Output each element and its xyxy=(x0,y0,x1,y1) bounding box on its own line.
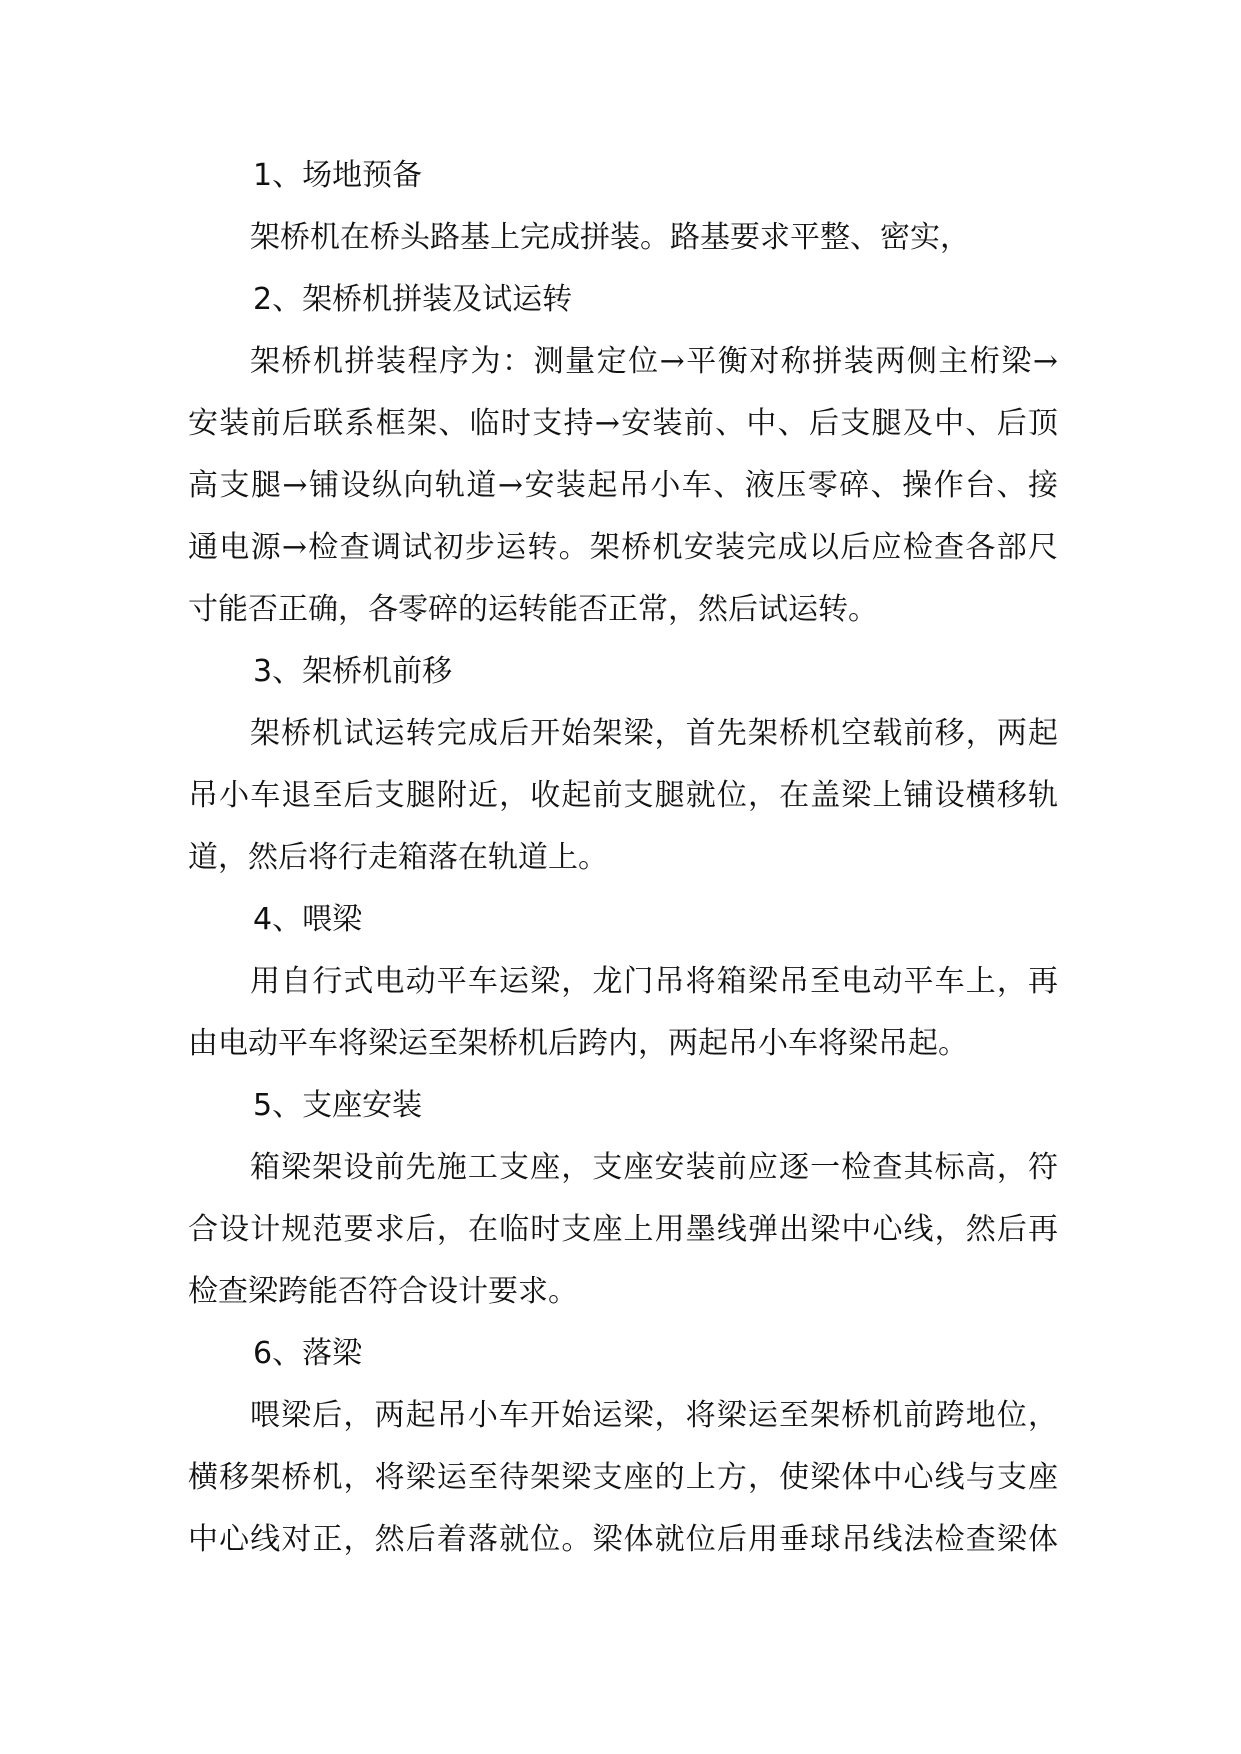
paragraph-line: 横移架桥机，将梁运至待架梁支座的上方，使梁体中心线与支座 xyxy=(188,1460,1058,1495)
paragraph-line: 检查梁跨能否符合设计要求。 xyxy=(188,1274,578,1309)
section-heading: 5、支座安装 xyxy=(253,1088,423,1123)
paragraph-line: 寸能否正确，各零碎的运转能否正常，然后试运转。 xyxy=(188,592,878,627)
section-heading: 1、场地预备 xyxy=(253,158,423,193)
paragraph-line: 安装前后联系框架、临时支持→安装前、中、后支腿及中、后顶 xyxy=(188,406,1058,441)
section-heading: 4、喂梁 xyxy=(253,902,363,937)
section-heading: 3、架桥机前移 xyxy=(253,654,453,689)
paragraph-line: 通电源→检查调试初步运转。架桥机安装完成以后应检查各部尺 xyxy=(188,530,1058,565)
paragraph-line: 由电动平车将梁运至架桥机后跨内，两起吊小车将梁吊起。 xyxy=(188,1026,968,1061)
paragraph-line: 中心线对正，然后着落就位。梁体就位后用垂球吊线法检查梁体 xyxy=(188,1522,1058,1557)
paragraph-line: 箱梁架设前先施工支座，支座安装前应逐一检查其标高，符 xyxy=(250,1150,1058,1185)
paragraph-line: 用自行式电动平车运梁，龙门吊将箱梁吊至电动平车上，再 xyxy=(250,964,1058,999)
paragraph-line: 高支腿→铺设纵向轨道→安装起吊小车、液压零碎、操作台、接 xyxy=(188,468,1058,503)
paragraph-line: 架桥机试运转完成后开始架梁，首先架桥机空载前移，两起 xyxy=(250,716,1058,751)
paragraph-line: 合设计规范要求后，在临时支座上用墨线弹出梁中心线，然后再 xyxy=(188,1212,1058,1247)
paragraph-line: 喂梁后，两起吊小车开始运梁，将梁运至架桥机前跨地位， xyxy=(250,1398,1058,1433)
section-heading: 2、架桥机拼装及试运转 xyxy=(253,282,573,317)
paragraph-line: 架桥机拼装程序为：测量定位→平衡对称拼装两侧主桁梁→ xyxy=(250,344,1058,379)
document-body xyxy=(188,145,1058,1571)
paragraph-line: 架桥机在桥头路基上完成拼装。路基要求平整、密实， xyxy=(250,220,970,255)
paragraph-line: 道，然后将行走箱落在轨道上。 xyxy=(188,840,608,875)
paragraph-line: 吊小车退至后支腿附近，收起前支腿就位，在盖梁上铺设横移轨 xyxy=(188,778,1058,813)
section-heading: 6、落梁 xyxy=(253,1336,363,1371)
